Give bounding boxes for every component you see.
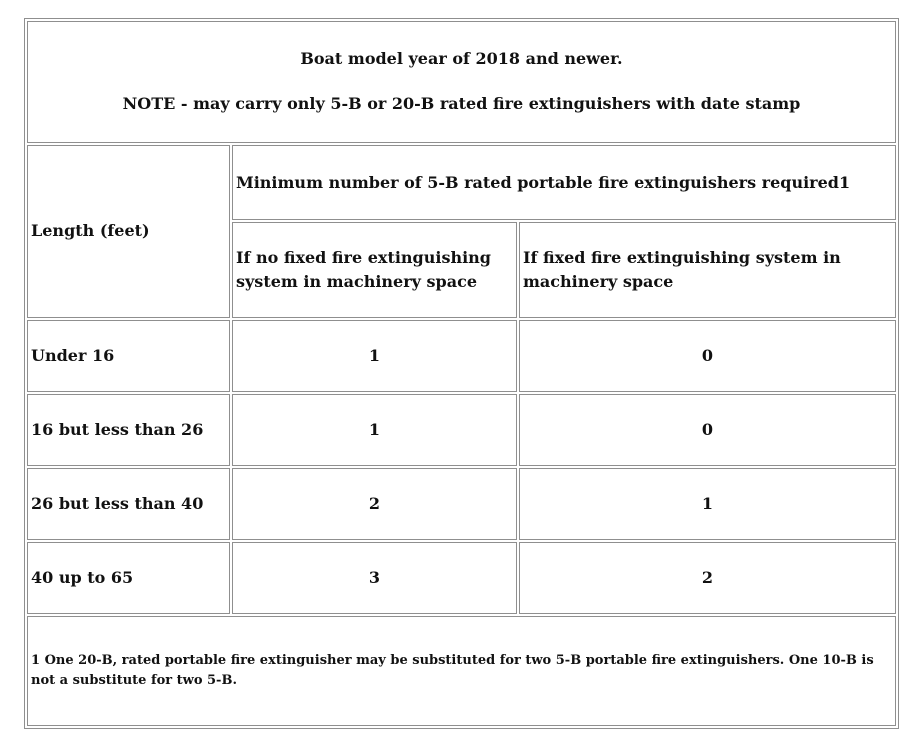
no-fixed-count-cell: 3 xyxy=(232,542,517,614)
minimum-number-header: Minimum number of 5-B rated portable fire extinguishers required1 xyxy=(232,145,896,220)
table-row xyxy=(27,542,896,614)
fixed-system-header: If fixed fire extinguishing system in machinery space xyxy=(519,222,896,318)
no-fixed-count-cell: 1 xyxy=(232,320,517,392)
title-row xyxy=(27,21,896,143)
footnote: 1 One 20-B, rated portable fire extinguisher may be substituted for two 5-B portable fire extinguishers. One 10-B is not a substitute for two 5-B. xyxy=(27,616,896,726)
no-fixed-count-cell: 1 xyxy=(232,394,517,466)
table-row xyxy=(27,468,896,540)
length-column-header: Length (feet) xyxy=(27,145,230,318)
table-row xyxy=(27,320,896,392)
length-cell: Under 16 xyxy=(27,320,230,392)
column-header-row xyxy=(27,145,896,220)
title-cell xyxy=(27,21,896,143)
no-fixed-count-cell: 2 xyxy=(232,468,517,540)
fixed-count-cell: 0 xyxy=(519,394,896,466)
fixed-count-cell: 2 xyxy=(519,542,896,614)
note-heading: NOTE - may carry only 5-B or 20-B rated fire extinguishers with date stamp xyxy=(122,94,801,114)
extinguisher-requirements-table xyxy=(24,18,899,729)
no-fixed-system-header: If no fixed fire extinguishing system in machinery space xyxy=(232,222,517,318)
extinguisher-requirements-table-container xyxy=(24,18,899,729)
model-year-heading: Boat model year of 2018 and newer. xyxy=(300,49,623,69)
footnote-row xyxy=(27,616,896,726)
fixed-count-cell: 0 xyxy=(519,320,896,392)
table-row xyxy=(27,394,896,466)
fixed-count-cell: 1 xyxy=(519,468,896,540)
length-cell: 16 but less than 26 xyxy=(27,394,230,466)
length-cell: 26 but less than 40 xyxy=(27,468,230,540)
length-cell: 40 up to 65 xyxy=(27,542,230,614)
